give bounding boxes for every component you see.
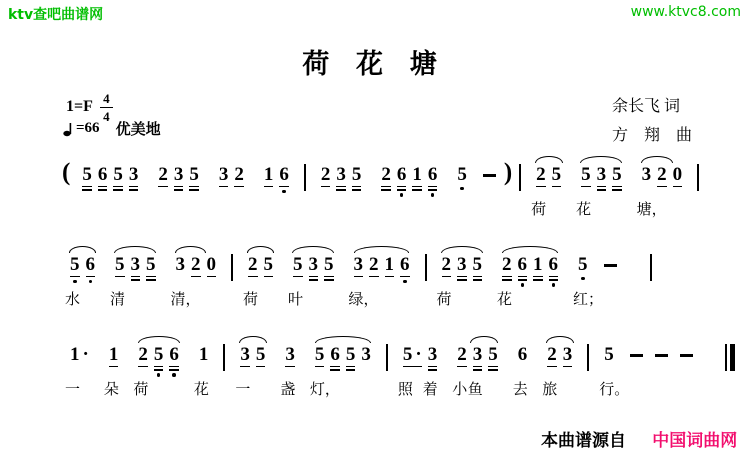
lyric: 叶 (288, 292, 304, 308)
beam-line (473, 369, 483, 371)
note: 5 (609, 165, 625, 191)
note: 2 荷 (436, 254, 452, 308)
barline (231, 254, 233, 281)
note-group (454, 155, 470, 190)
slur-arc (546, 336, 574, 343)
octave-dot (460, 187, 464, 191)
key-label: 1=F (66, 98, 93, 116)
lyric: 花 (193, 382, 209, 398)
note: 5 (79, 165, 95, 191)
note: 1 (409, 165, 425, 197)
note: 5 叶 (288, 254, 304, 308)
note: 5 水 (65, 254, 81, 308)
slur-arc (247, 246, 275, 253)
note: 5 (151, 345, 167, 377)
lyric: 荷 (243, 292, 259, 308)
beam-line (597, 186, 607, 188)
beam-line (473, 366, 483, 368)
beam-line (563, 366, 573, 368)
note: 3 绿， (348, 254, 379, 308)
beam-line (129, 189, 139, 191)
beam-line (673, 186, 683, 188)
note-group (576, 155, 625, 218)
note-group (170, 245, 220, 308)
beam-line (397, 186, 407, 188)
site-url-right[interactable]: www.ktvc8.com (630, 4, 741, 20)
slur-arc (580, 156, 622, 163)
note: 3 (306, 255, 322, 281)
note-group (65, 335, 92, 398)
beam-line (473, 279, 483, 281)
barline (304, 164, 306, 191)
beam-line (352, 189, 362, 191)
lyric: 水 (65, 292, 81, 308)
beam-line (264, 276, 274, 278)
note-group (573, 245, 604, 308)
quarter-note-icon (63, 120, 74, 137)
tempo-value: =66 (76, 120, 100, 136)
beam-line (131, 276, 141, 278)
note-group (542, 335, 575, 398)
note: 2 花 (497, 254, 513, 308)
lyric: 灯， (309, 382, 340, 398)
note-group (193, 335, 212, 398)
note: 3 一 (235, 344, 251, 398)
beam-line (146, 279, 156, 281)
beam-line (657, 186, 667, 188)
lyricist: 余长飞 词 (612, 98, 681, 115)
note: 2 荷 (531, 164, 547, 218)
credits (612, 92, 692, 150)
beam-line (428, 366, 438, 368)
note: 5 · 照 (397, 344, 422, 398)
lyric: 盏 (280, 382, 296, 398)
notation-line (60, 155, 732, 245)
slur-arc (292, 246, 334, 253)
note: 3 塘， (636, 164, 667, 218)
note-group (133, 335, 182, 398)
parenthesis: ( (62, 159, 71, 186)
beam-line (256, 366, 266, 368)
notation-line (60, 335, 732, 425)
note-group (436, 245, 486, 308)
beam-line (158, 186, 168, 188)
beam-line (552, 186, 562, 188)
note: 5 (343, 345, 359, 371)
beam-line (549, 276, 559, 278)
note: 1 (530, 255, 546, 287)
note: 5 (110, 165, 126, 191)
beam-line (324, 279, 334, 281)
beam-line (240, 366, 250, 368)
beam-line (400, 276, 410, 278)
beam-line (234, 186, 244, 188)
slur-arc (114, 246, 156, 253)
note: 6 (515, 255, 531, 287)
beam-line (346, 369, 356, 371)
beam-line (174, 189, 184, 191)
note-group (235, 335, 268, 398)
note: 2 荷 (133, 344, 149, 398)
beam-line (321, 186, 331, 188)
note: 6 去 (512, 344, 528, 398)
lyric: 一 (235, 382, 251, 398)
beam-line (428, 189, 438, 191)
slur-arc (470, 336, 498, 343)
note: 2 (366, 255, 382, 283)
note: 5 红； (573, 254, 604, 308)
note: 2 (654, 165, 670, 187)
lyric: 去 (512, 382, 528, 398)
note: 5 (549, 165, 565, 187)
beam-line (457, 279, 467, 281)
note: 5 花 (576, 164, 592, 218)
note: 3 (361, 344, 371, 365)
beam-line (309, 276, 319, 278)
beam-line (536, 186, 546, 188)
note-group (452, 335, 501, 398)
beam-line (597, 189, 607, 191)
beam-line (547, 366, 557, 368)
beam-line (502, 279, 512, 281)
note: 3 着 (422, 344, 438, 398)
beam-line (154, 366, 164, 368)
note: 1 · 一 (65, 344, 89, 398)
note: 2 (188, 255, 204, 277)
beam-line (336, 186, 346, 188)
final-barline (725, 344, 735, 371)
slur-arc (354, 246, 410, 253)
note: 2 (155, 165, 171, 191)
note-group (497, 245, 561, 308)
lyric: 旅 (542, 382, 558, 398)
beam-line (248, 276, 258, 278)
note: 1 花 (193, 344, 209, 398)
note-group (309, 335, 374, 398)
note: 6 (546, 255, 562, 287)
slur-arc (641, 156, 673, 163)
score (60, 155, 732, 425)
note: 1 (382, 255, 398, 283)
expression-text: 优美地 (115, 122, 161, 138)
beam-line (352, 186, 362, 188)
fraction-line (100, 107, 113, 109)
beam-line (412, 186, 422, 188)
note-group (261, 155, 292, 193)
beam-line (369, 276, 379, 278)
beam-line (533, 279, 543, 281)
lyric: 鱼 (467, 382, 483, 398)
note-group (636, 155, 686, 218)
note: 6 (327, 345, 343, 371)
beam-line (473, 276, 483, 278)
octave-dot (282, 190, 286, 194)
note: 5 (253, 345, 269, 367)
source-note (541, 426, 737, 451)
octave-dot (581, 277, 585, 281)
lyric: 清 (110, 292, 126, 308)
beam-line (98, 189, 108, 191)
note-group (599, 335, 630, 398)
footer-site[interactable]: 中国词曲网 (652, 431, 738, 450)
beam-line (189, 189, 199, 191)
lyric: 照 (397, 382, 413, 398)
beam-line (82, 189, 92, 191)
beam-line (82, 186, 92, 188)
octave-dot (552, 283, 556, 287)
beam-line (146, 276, 156, 278)
note: 3 (454, 255, 470, 281)
note-group (110, 245, 159, 308)
note: 6 (394, 165, 410, 197)
note: 2 (231, 165, 247, 187)
beam-line (518, 276, 528, 278)
note: 6 (425, 165, 441, 197)
tempo-marking (63, 118, 161, 139)
note: 2 小 (452, 344, 468, 398)
note: 5 (186, 165, 202, 191)
lyric: 着 (422, 382, 438, 398)
note-group (348, 245, 413, 308)
octave-dot (400, 193, 404, 197)
note-group (288, 245, 337, 308)
barline (650, 254, 652, 281)
octave-dot (521, 283, 525, 287)
note: 6 (95, 165, 111, 191)
duration-dash (483, 174, 496, 177)
note-group (79, 155, 141, 191)
composer: 方 翔 曲 (612, 127, 693, 144)
beam-line (131, 279, 141, 281)
note: 3 (171, 165, 187, 191)
slur-arc (239, 336, 267, 343)
note: 3 盏 (280, 344, 296, 398)
note-group (280, 335, 298, 398)
note: 5 清 (110, 254, 126, 308)
note: 2 (378, 165, 394, 197)
beam-line (442, 276, 452, 278)
beam-line (381, 186, 391, 188)
beam-line (502, 276, 512, 278)
lyric: 一 (65, 382, 81, 398)
beam-line (533, 276, 543, 278)
lyric: 塘， (636, 202, 667, 218)
beam-line (86, 276, 96, 278)
note: 6 (83, 255, 99, 283)
note: 2 旅 (542, 344, 558, 398)
beam-line (113, 186, 123, 188)
time-signature: $\frac{4}{4}$ (100, 92, 113, 123)
beam-line (138, 366, 148, 368)
slur-arc (502, 246, 558, 253)
beam-line (189, 186, 199, 188)
beam-line (293, 276, 303, 278)
site-name-left[interactable]: ktv查吧曲谱网 (8, 7, 104, 23)
note: 1 朵 (103, 344, 119, 398)
lyric: 荷 (531, 202, 547, 218)
octave-dot (403, 280, 407, 284)
note: 5 灯， (309, 344, 340, 398)
note-group (216, 155, 247, 187)
note-group (65, 245, 98, 308)
beam-line (428, 369, 438, 371)
beam-line (381, 189, 391, 191)
lyric: 清， (170, 292, 201, 308)
lyric: 红； (573, 292, 604, 308)
beam-line (109, 366, 119, 368)
note: 0 (670, 165, 686, 187)
beam-line (488, 369, 498, 371)
beam-line (207, 276, 217, 278)
slur-arc (69, 246, 97, 253)
beam-line (219, 186, 229, 188)
note: 6 (397, 255, 413, 283)
note-group (397, 335, 440, 398)
beam-line (330, 366, 340, 368)
beam-line (154, 369, 164, 371)
note: 6 (166, 345, 182, 377)
beam-line (174, 186, 184, 188)
duration-dash (630, 354, 643, 357)
duration-dash (604, 264, 617, 267)
note: 5 (485, 345, 501, 371)
beam-line (428, 186, 438, 188)
beam-line (457, 276, 467, 278)
barline (386, 344, 388, 371)
note: 3 鱼 (467, 344, 483, 398)
slur-arc (441, 246, 483, 253)
beam-line (279, 186, 289, 188)
note: 3 (594, 165, 610, 191)
beam-line (315, 366, 325, 368)
beam-line (113, 189, 123, 191)
lyric: 荷 (133, 382, 149, 398)
note-group (318, 155, 365, 191)
beam-line (457, 366, 467, 368)
note: 5 (261, 255, 277, 277)
note-group (512, 335, 531, 398)
note: 5 (470, 255, 486, 281)
note-group (103, 335, 122, 398)
beam-line (346, 366, 356, 368)
lyric: 朵 (103, 382, 119, 398)
note: 5 (349, 165, 365, 191)
augmentation-dot: · (82, 344, 89, 365)
source-prefix: 本曲谱源自 (541, 431, 626, 450)
beam-line (191, 276, 201, 278)
slur-arc (315, 336, 371, 343)
beam-line (98, 186, 108, 188)
beam-line (324, 276, 334, 278)
note: 1 (261, 165, 277, 193)
beam-line (488, 366, 498, 368)
beam-line (354, 276, 364, 278)
beam-line (397, 189, 407, 191)
song-title: 荷 花 塘 (302, 49, 447, 79)
note: 6 (276, 165, 292, 193)
beam-line (412, 189, 422, 191)
note: 3 (126, 165, 142, 191)
note-group (243, 245, 276, 308)
beam-line (336, 189, 346, 191)
beam-line (612, 186, 622, 188)
beam-line (264, 186, 274, 188)
note: 5 (143, 255, 159, 281)
note: 3 (128, 255, 144, 281)
note-group (378, 155, 440, 197)
note-group (155, 155, 202, 191)
note: 5 (321, 255, 337, 281)
octave-dot (172, 373, 176, 377)
lyric: 绿， (348, 292, 379, 308)
note: 3 (216, 165, 232, 187)
beam-line (309, 279, 319, 281)
lyric: 荷 (436, 292, 452, 308)
note: 5 (454, 165, 470, 190)
note: 5 行。 (599, 344, 630, 398)
beam-line (549, 279, 559, 281)
octave-dot (431, 193, 435, 197)
note: 3 (333, 165, 349, 191)
slur-arc (535, 156, 563, 163)
note: 3 (560, 345, 576, 367)
beam-line (169, 366, 179, 368)
beam-line (581, 186, 591, 188)
lyric: 花 (576, 202, 592, 218)
beam-line (115, 276, 125, 278)
beam-line (403, 366, 422, 368)
note: 3 清， (170, 254, 201, 308)
lyric: 花 (497, 292, 513, 308)
lyric: 行。 (599, 382, 630, 398)
beam-line (518, 279, 528, 281)
lyric: 小 (452, 382, 468, 398)
duration-dash (680, 354, 693, 357)
note: 2 (318, 165, 334, 191)
note-group (531, 155, 564, 218)
octave-dot (73, 280, 77, 284)
barline (223, 344, 225, 371)
beam-line (385, 276, 395, 278)
augmentation-dot: · (415, 344, 422, 365)
barline (697, 164, 699, 191)
barline (425, 254, 427, 281)
octave-dot (89, 280, 93, 284)
note: 0 (204, 255, 220, 277)
beam-line (285, 366, 295, 368)
octave-dot (157, 373, 161, 377)
slur-arc (138, 336, 180, 343)
duration-dash (655, 354, 668, 357)
barline (587, 344, 589, 371)
barline (519, 164, 521, 191)
note: 2 荷 (243, 254, 259, 308)
beam-line (129, 186, 139, 188)
beam-line (169, 369, 179, 371)
notation-line (60, 245, 732, 335)
beam-line (330, 369, 340, 371)
parenthesis: ) (503, 159, 513, 186)
slur-arc (175, 246, 207, 253)
beam-line (70, 276, 80, 278)
beam-line (612, 189, 622, 191)
